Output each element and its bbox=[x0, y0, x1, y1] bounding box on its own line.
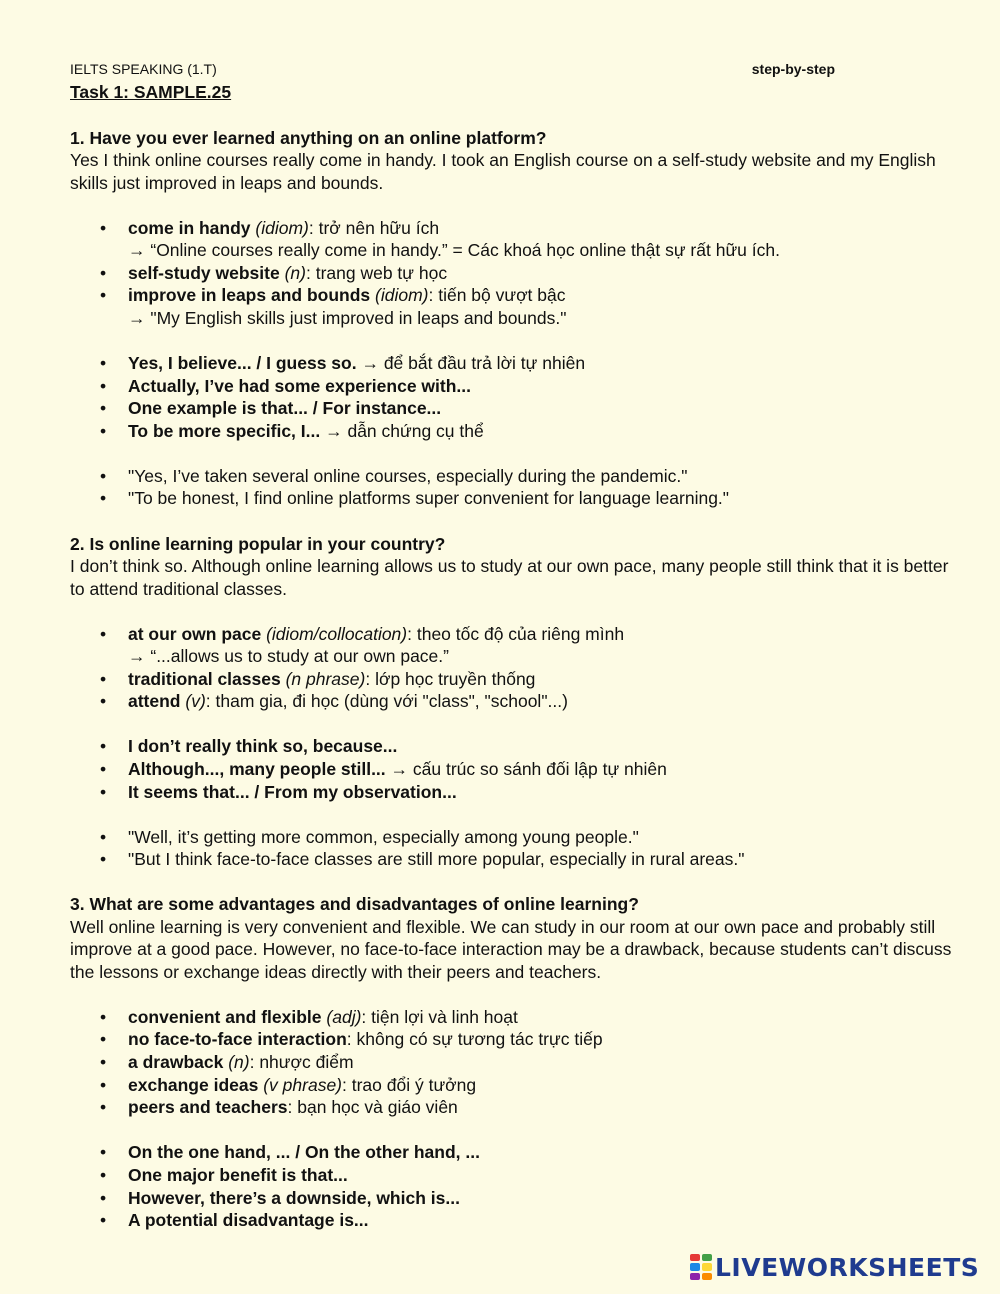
phrase-item: • One example is that... / For instance... bbox=[128, 397, 960, 420]
phrase-item: • One major benefit is that... bbox=[128, 1164, 960, 1187]
phrase-item: • Yes, I believe... / I guess so. → để bắt đầu trả lời tự nhiên bbox=[128, 352, 960, 375]
vocab-list-3 bbox=[70, 1006, 960, 1119]
sample-item: • "Yes, I’ve taken several online courses, especially during the pandemic." bbox=[128, 465, 960, 488]
vocab-item: • come in handy (idiom): trở nên hữu ích → “Online courses really come in handy.” = Các khoá học online thật sự rất hữu ích. bbox=[128, 217, 960, 262]
vocab-list-1 bbox=[70, 217, 960, 330]
vocab-item: • attend (v): tham gia, đi học (dùng với "class", "school"...) bbox=[128, 690, 960, 713]
vocab-item: • at our own pace (idiom/collocation): theo tốc độ của riêng mình → “...allows us to study at our own pace.” bbox=[128, 623, 960, 668]
question-1: 1. Have you ever learned anything on an online platform? bbox=[70, 127, 547, 148]
answer-3: Well online learning is very convenient and flexible. We can study in our room at our own pace and probably still improve at a good pace. However, no face-to-face interaction may be a drawback, because students can’t discuss the lessons or exchange ideas directly with their peers and teachers. bbox=[70, 916, 952, 982]
liveworksheets-logo[interactable] bbox=[690, 1252, 979, 1282]
vocab-item: • improve in leaps and bounds (idiom): tiến bộ vượt bậc → "My English skills just improved in leaps and bounds." bbox=[128, 284, 960, 329]
sample-item: • "But I think face-to-face classes are still more popular, especially in rural areas." bbox=[128, 848, 960, 871]
phrase-list-1 bbox=[70, 352, 960, 442]
task-title: Task 1: SAMPLE.25 bbox=[70, 82, 232, 102]
sample-list-2 bbox=[70, 826, 960, 871]
answer-1: Yes I think online courses really come in handy. I took an English course on a self-study website and my English skills just improved in leaps and bounds. bbox=[70, 150, 936, 193]
sample-item: • "Well, it’s getting more common, especially among young people." bbox=[128, 826, 960, 849]
vocab-example: → "My English skills just improved in leaps and bounds." bbox=[128, 307, 567, 328]
vocab-item: • peers and teachers: bạn học và giáo viên bbox=[128, 1096, 960, 1119]
question-3: 3. What are some advantages and disadvantages of online learning? bbox=[70, 894, 639, 915]
vocab-item: • traditional classes (n phrase): lớp học truyền thống bbox=[128, 668, 960, 691]
course-label: IELTS SPEAKING (1.T) bbox=[70, 61, 217, 77]
vocab-item: • a drawback (n): nhược điểm bbox=[128, 1051, 960, 1074]
phrase-list-2 bbox=[70, 735, 960, 803]
phrase-item: • On the one hand, ... / On the other hand, ... bbox=[128, 1141, 960, 1164]
vocab-example: → “Online courses really come in handy.” = Các khoá học online thật sự rất hữu ích. bbox=[128, 240, 780, 261]
vocab-item: • no face-to-face interaction: không có sự tương tác trực tiếp bbox=[128, 1028, 960, 1051]
phrase-item: • However, there’s a downside, which is... bbox=[128, 1187, 960, 1210]
phrase-item: • It seems that... / From my observation... bbox=[128, 781, 960, 804]
sample-list-1 bbox=[70, 465, 960, 510]
vocab-item: • exchange ideas (v phrase): trao đổi ý tưởng bbox=[128, 1074, 960, 1097]
vocab-list-2 bbox=[70, 623, 960, 713]
method-label: step-by-step bbox=[751, 61, 835, 77]
page-header bbox=[70, 58, 960, 80]
phrase-item: • A potential disadvantage is... bbox=[128, 1209, 960, 1232]
vocab-item: • self-study website (n): trang web tự học bbox=[128, 262, 960, 285]
answer-2: I don’t think so. Although online learning allows us to study at our own pace, many people still think that it is better to attend traditional classes. bbox=[70, 556, 949, 599]
liveworksheets-icon bbox=[690, 1254, 712, 1280]
phrase-item: • Actually, I’ve had some experience with... bbox=[128, 375, 960, 398]
logo-text: LIVEWORKSHEETS bbox=[715, 1252, 980, 1282]
sample-item: • "To be honest, I find online platforms super convenient for language learning." bbox=[128, 487, 960, 510]
phrase-item: • Although..., many people still... → cấu trúc so sánh đối lập tự nhiên bbox=[128, 758, 960, 781]
question-2: 2. Is online learning popular in your country? bbox=[70, 533, 446, 554]
vocab-item: • convenient and flexible (adj): tiện lợi và linh hoạt bbox=[128, 1006, 960, 1029]
phrase-item: • I don’t really think so, because... bbox=[128, 735, 960, 758]
phrase-item: • To be more specific, I... → dẫn chứng cụ thể bbox=[128, 420, 960, 443]
vocab-example: → “...allows us to study at our own pace.” bbox=[128, 646, 449, 667]
phrase-list-3 bbox=[70, 1141, 960, 1231]
worksheet-page bbox=[70, 58, 960, 1232]
